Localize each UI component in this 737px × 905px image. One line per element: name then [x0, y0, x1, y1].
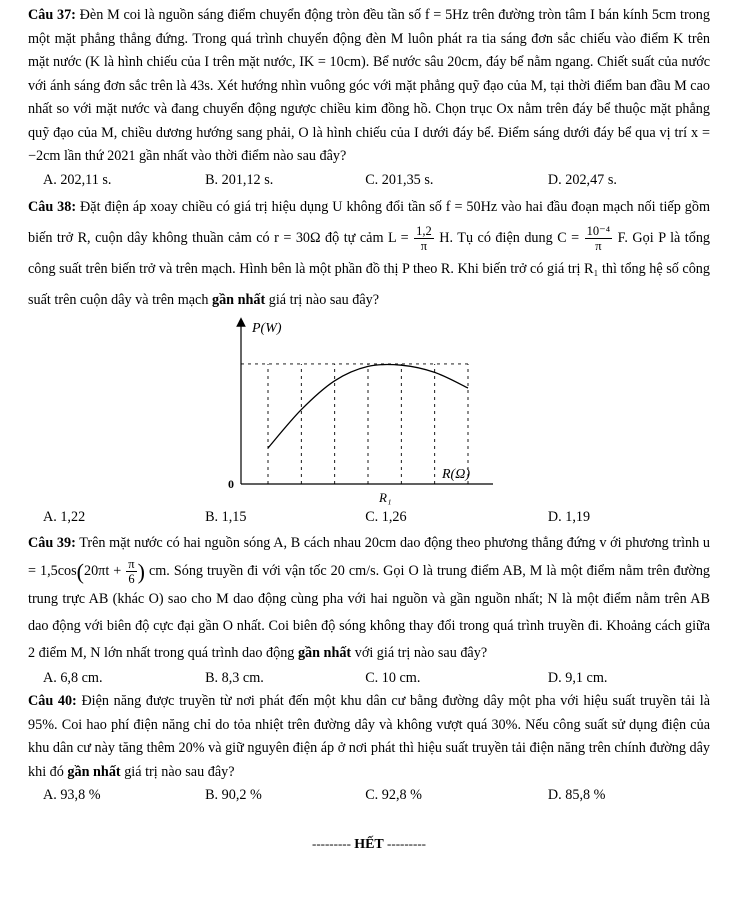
x-axis-label: R(Ω)	[442, 467, 470, 482]
question-38-options	[28, 506, 710, 530]
question-38-text-1: Đặt điện áp xoay chiều có giá trị hiệu dụng U không đổi tần số f = 50Hz vào hai đầu đoạn mạch nối tiếp gồm biến trở R, cuộn dây không thuần cảm có r = 30Ω độ tự cảm L =	[28, 199, 710, 246]
option-b[interactable]: B. 90,2 %	[205, 787, 262, 803]
option-c[interactable]: C. 201,35 s.	[365, 171, 434, 188]
option-c[interactable]: C. 10 cm.	[365, 669, 421, 686]
option-b[interactable]: B. 8,3 cm.	[205, 669, 264, 686]
option-a[interactable]: A. 202,11 s.	[43, 171, 112, 188]
option-b[interactable]: B. 1,15	[205, 509, 247, 525]
option-a[interactable]: A. 1,22	[43, 509, 86, 525]
question-38-number: Câu 38:	[28, 199, 77, 215]
question-39-number: Câu 39:	[28, 534, 76, 551]
capacitance-fraction: $\frac{\text{10⁻⁴}}{\pi}$	[586, 224, 611, 254]
question-39-text-2: cm. Sóng truyền đi với vận tốc 20 cm/s. Gọi O là trung điểm AB, M là một điểm nằm trên đường trung trực AB (khác O) sao cho M dao động cùng pha với hai nguồn và gần nguồn nhất; N là một điểm nằm trên AB dao động với biên độ cực đại gần O nhất. Coi biên độ sóng không thay đổi trong quá trình truyền đi. Khoảng cách giữa 2 điểm M, N lớn nhất trong quá trình dao động	[28, 562, 711, 661]
right-paren: )	[137, 558, 145, 584]
question-38	[28, 192, 710, 316]
question-39-text-3: với giá trị nào sau đây?	[354, 644, 488, 661]
option-c[interactable]: C. 1,26	[365, 509, 407, 525]
option-d[interactable]: D. 9,1 cm.	[547, 669, 608, 686]
option-a[interactable]: A. 93,8 %	[43, 787, 101, 803]
question-39-text-1: Trên mặt nước có hai nguồn sóng A, B cách nhau 20cm dao động theo phương thẳng đứng v ới phương trình u = 1,5cos	[28, 534, 710, 579]
question-39	[28, 530, 710, 667]
question-37-number: Câu 37:	[28, 7, 76, 23]
question-40-number: Câu 40:	[28, 693, 77, 709]
option-a[interactable]: A. 6,8 cm.	[43, 669, 103, 686]
inductance-fraction: $\frac{1,2}{\pi}$	[416, 224, 432, 254]
question-40	[28, 690, 710, 784]
end-text: HẾT	[354, 836, 384, 852]
question-38-text-2: H. Tụ có điện dung C =	[439, 230, 580, 246]
question-39-emphasis: gần nhất	[297, 644, 352, 661]
left-paren: (	[76, 558, 84, 584]
chart-grid	[241, 364, 468, 484]
question-38-emphasis: gần nhất	[211, 292, 266, 308]
end-dash-right: ---------	[387, 835, 426, 851]
option-d[interactable]: D. 85,8 %	[547, 787, 606, 803]
option-c[interactable]: C. 92,8 %	[365, 787, 422, 803]
origin-label: 0	[228, 477, 234, 491]
question-37-options	[28, 169, 710, 193]
question-38-text-3: F. Gọi P là tổng công suất trên biến trở và trên mạch. Hình bên là một phần đồ thị P theo R. Khi biến trở có giá trị R₁ thì tổng hệ số công suất trên cuộn dây và trên mạch	[28, 230, 711, 308]
question-37-text: Đèn M coi là nguồn sáng điểm chuyển động tròn đều tần số f = 5Hz trên đường tròn tâm I bán kính 5cm trong một mặt phẳng thẳng đứng. Trong quá trình chuyển động đèn M luôn phát ra tia sáng đơn sắc chiếu vào điểm K trên mặt nước (K là hình chiếu của I trên mặt nước, IK = 10cm). Bể nước sâu 20cm, đáy bể nằm ngang. Chiết suất của nước với ánh sáng đơn sắc trên là 43s. Xét hướng nhìn vuông góc với mặt phẳng quỹ đạo của M, tại thời điểm ban đầu M cao nhất so với mặt nước và đang chuyển động ngược chiều kim đồng hồ. Chọn trục Ox nằm trên đáy bể thuộc mặt phẳng quỹ đạo của M, chiều dương hướng sang phải, O là hình chiếu của I dưới đáy bể. Điểm sáng dưới đáy bể qua vị trí x = −2cm lần thứ 2021 gần nhất vào thời điểm nào sau đây?	[28, 7, 710, 164]
power-vs-resistance-chart	[28, 316, 710, 506]
question-40-text-1: Điện năng được truyền từ nơi phát đến một khu dân cư bằng đường dây một pha với hiệu suất truyền tải là 95%. Coi hao phí điện năng chỉ do tỏa nhiệt trên đường dây và không vượt quá 30%. Nếu công suất sử dụng điện của khu dân cư này tăng thêm 20% và giữ nguyên điện áp ở nơi phát thì hiệu suất truyền tải điện năng trên chính đường dây khi đó	[28, 693, 710, 780]
y-axis-label: P(W)	[252, 321, 282, 336]
question-39-options	[28, 667, 710, 691]
question-40-options	[28, 784, 710, 808]
end-marker	[28, 832, 710, 857]
equation-phase: 20πt +	[83, 562, 122, 579]
option-d[interactable]: D. 1,19	[547, 509, 591, 525]
question-40-text-2: giá trị nào sau đây?	[124, 763, 235, 780]
option-b[interactable]: B. 201,12 s.	[205, 171, 274, 188]
exam-page	[28, 4, 710, 856]
end-dash-left: ---------	[311, 835, 351, 851]
chart-svg	[28, 316, 710, 506]
question-37	[28, 4, 710, 169]
question-38-text-4: giá trị nào sau đây?	[268, 292, 380, 308]
question-40-emphasis: gần nhất	[67, 763, 121, 780]
option-d[interactable]: D. 202,47 s.	[547, 171, 617, 188]
x-tick-r1: R₁	[379, 490, 392, 505]
phase-fraction: $\frac{\pi}{6}$	[128, 556, 135, 586]
